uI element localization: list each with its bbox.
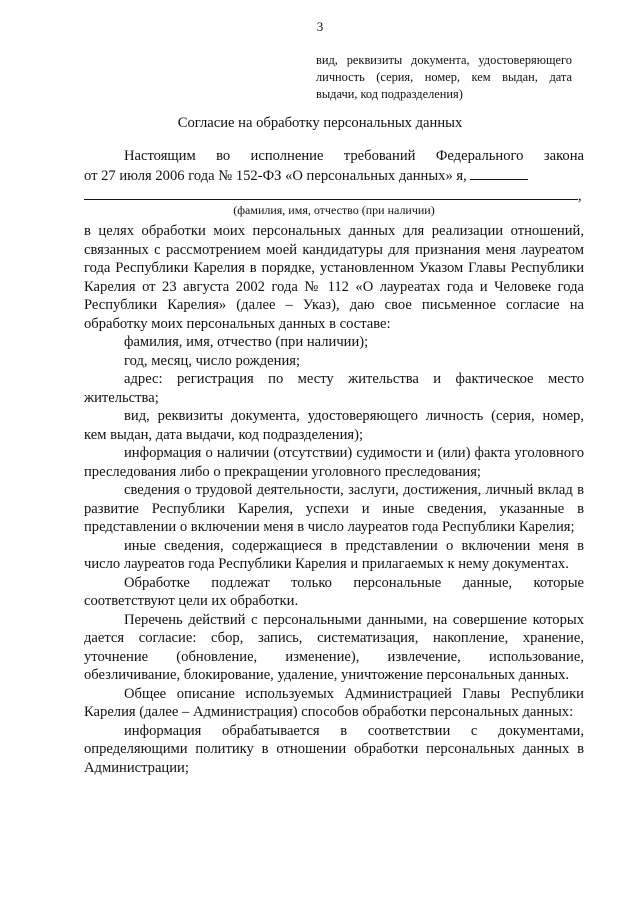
consent-list-item: информация о наличии (отсутствии) судимости и (или) факта уголовного преследования либо о прекращении уголовного преследования; <box>84 445 584 480</box>
intro-line-2 <box>84 166 584 186</box>
consent-list-item: фамилия, имя, отчество (при наличии); <box>124 334 369 350</box>
consent-paragraph: Перечень действий с персональными данными, на совершение которых дается согласие: сбор, запись, систематизация, накопление, хранение, уточнение (обновление, изменение), извлечение, использование, обезличивание, блокирование, удаление, уничтожение персональных данных. <box>84 611 584 683</box>
consent-body <box>84 222 584 777</box>
full-name-blank-line <box>84 187 578 200</box>
consent-list-item: год, месяц, число рождения; <box>124 352 301 369</box>
name-blank-line <box>470 167 528 180</box>
document-title: Согласие на обработку персональных данных <box>177 115 463 131</box>
intro-line-2-text: от 27 июля 2006 года № 152-ФЗ «О персональных данных» я, <box>84 168 467 184</box>
consent-list-item: иные сведения, содержащиеся в представлении о включении меня в число лауреатов года Республики Карелия и прилагаемых к нему документах. <box>84 537 584 572</box>
consent-list-item: сведения о трудовой деятельности, заслуги, достижения, личный вклад в развитие Республики Карелия, успехи и иные сведения, указанные в представлении о включении меня в число лауреатов года Республики Карелия; <box>84 482 584 535</box>
consent-paragraph: информация обрабатывается в соответствии с документами, определяющими политику в отношении обработки персональных данных в Администрации; <box>84 722 584 776</box>
intro-line-3-comma: , <box>578 188 582 204</box>
consent-paragraph: Обработке подлежат только персональные данные, которые соответствуют цели их обработки. <box>84 574 584 609</box>
consent-paragraph: в целях обработки моих персональных данных для реализации отношений, связанных с рассмотрением моей кандидатуры для признания меня лауреатом года Республики Карелия в порядке, установленном Указом Главы Республики Карелия от 23 августа 2002 года № 112 «О лауреатах года и Человеке года Республики Карелия» (далее – Указ), даю свое письменное согласие на обработку моих персональных данных в составе: <box>84 223 584 332</box>
document-fields-note: вид, реквизиты документа, удостоверяющего личность (серия, номер, кем выдан, дата выдачи, код подразделения) <box>316 53 572 101</box>
full-name-caption: (фамилия, имя, отчество (при наличии) <box>233 203 435 217</box>
intro-block <box>84 146 584 206</box>
consent-paragraph: Общее описание используемых Администрацией Главы Республики Карелия (далее – Администрация) способов обработки персональных данных: <box>84 685 584 720</box>
consent-list-item: адрес: регистрация по месту жительства и фактическое место жительства; <box>84 371 584 406</box>
intro-line-1: Настоящим во исполнение требований Федерального закона <box>124 148 584 164</box>
page-number: 3 <box>316 19 324 34</box>
consent-list-item: вид, реквизиты документа, удостоверяющего личность (серия, номер, кем выдан, дата выдачи, код подразделения); <box>84 408 584 443</box>
